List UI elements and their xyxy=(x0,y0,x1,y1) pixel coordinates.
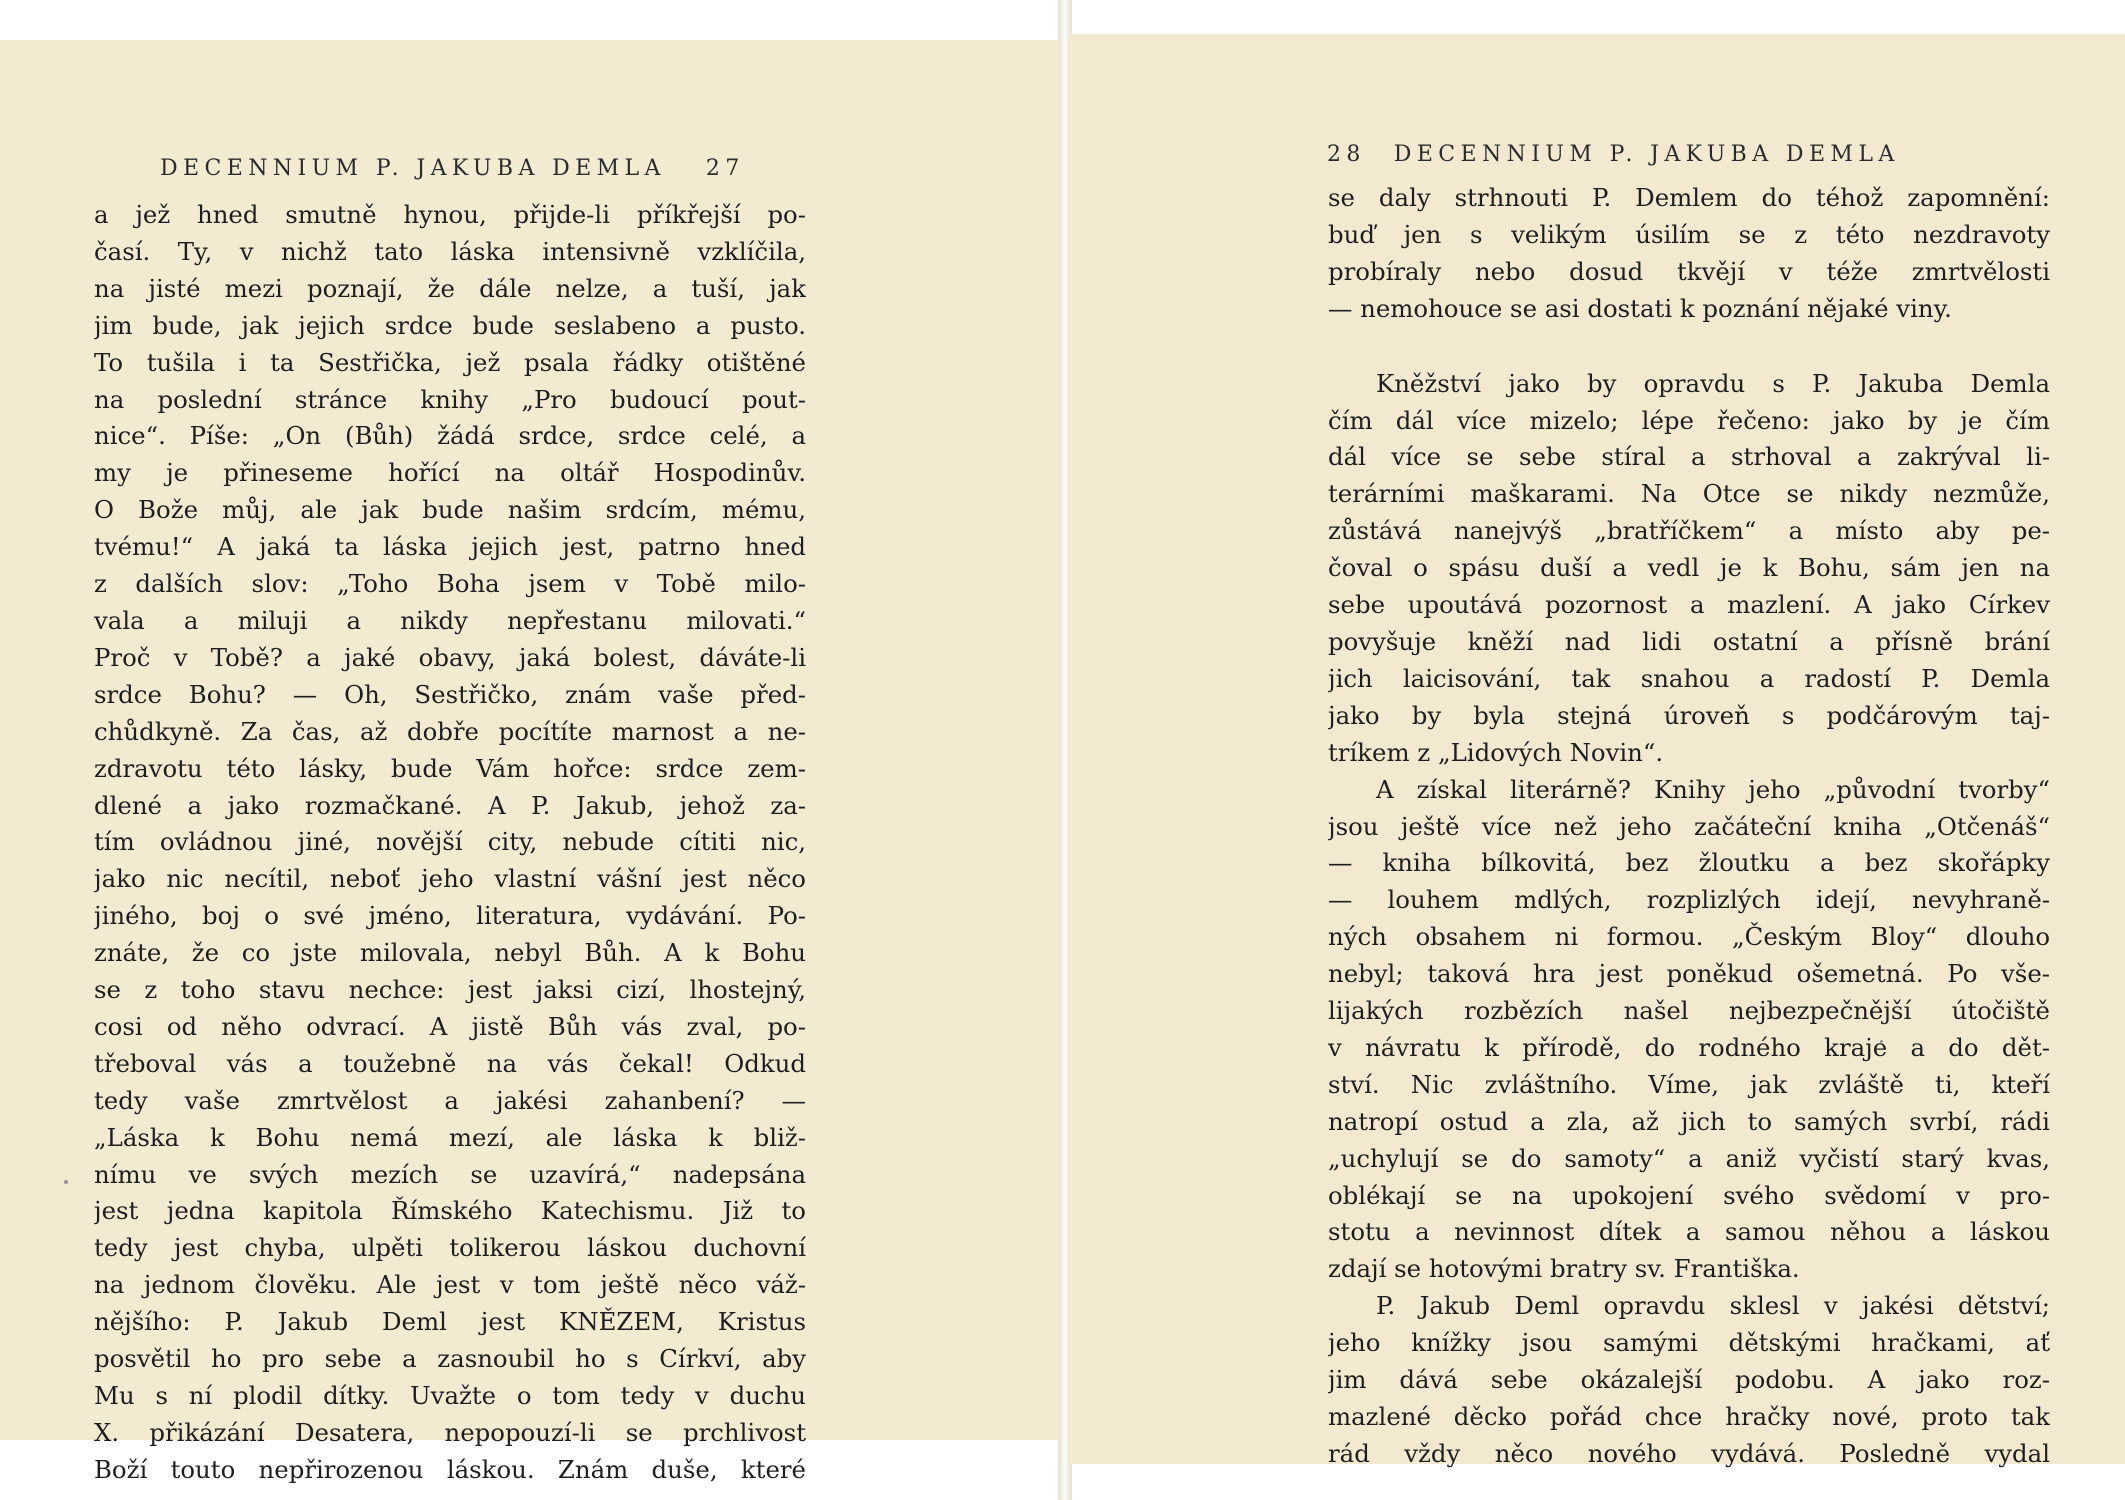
left-page-body xyxy=(94,197,806,1489)
text-line: — kniha bílkovitá, bez žloutku a bez skořápky xyxy=(1328,848,2050,878)
text-line: nice“. Píše: „On (Bůh) žádá srdce, srdce celé, a xyxy=(94,421,806,451)
text-line: sebe upoutává pozornost a mazlení. A jako Církev xyxy=(1328,590,2050,620)
text-line: časí. Ty, v nichž tato láska intensivně vzklíčila, xyxy=(94,236,806,266)
text-line: O Bože můj, ale jak bude našim srdcím, mému, xyxy=(94,495,806,525)
text-line: vala a miluji a nikdy nepřestanu milovati.“ xyxy=(94,605,806,635)
text-line: cosi od něho odvrací. A jistě Bůh vás zval, po- xyxy=(94,1011,806,1041)
page-number: 27 xyxy=(705,156,745,181)
text-line: na jisté mezi poznají, že dále nelze, a tuší, jak xyxy=(94,273,806,303)
text-line: Kněžství jako by opravdu s P. Jakuba Demla xyxy=(1376,368,2050,398)
text-line: natropí ostud a zla, až jich to samých svrbí, rádi xyxy=(1328,1106,2050,1136)
text-line: nímu ve svých mezích se uzavírá,“ nadepsána xyxy=(94,1159,806,1189)
text-line: jsou ještě více než jeho začáteční kniha „Otčenáš“ xyxy=(1328,811,2050,841)
text-line: jiného, boj o své jméno, literatura, vydávání. Po- xyxy=(94,901,806,931)
text-line: čoval o spásu duší a vedl je k Bohu, sám jen na xyxy=(1328,553,2050,583)
text-line: Boží touto nepřirozenou láskou. Znám duše, které xyxy=(94,1454,806,1484)
text-line: na jednom člověku. Ale jest v tom ještě něco váž- xyxy=(94,1270,806,1300)
text-line: povyšuje kněží nad lidi ostatní a přísně brání xyxy=(1328,626,2050,656)
text-line: buď jen s velikým úsilím se z této nezdravoty xyxy=(1328,219,2050,249)
text-line: — nemohouce se asi dostati k poznání nějaké viny. xyxy=(1328,293,1952,323)
text-line: jest jedna kapitola Římského Katechismu. Již to xyxy=(94,1196,806,1226)
text-line: jim dává sebe okázalejší podobu. A jako roz- xyxy=(1328,1365,2050,1395)
text-line: a jež hned smutně hynou, přijde-li příkřejší po- xyxy=(94,200,806,229)
text-line: jako nic necítil, neboť jeho vlastní vášní jest něco xyxy=(94,864,806,894)
text-line: Mu s ní plodil dítky. Uvažte o tom tedy v duchu xyxy=(94,1381,806,1410)
text-line: třeboval vás a toužebně na vás čekal! Odkud xyxy=(94,1048,806,1078)
text-line: jim bude, jak jejich srdce bude seslabeno a pusto. xyxy=(94,310,806,340)
text-line: srdce Bohu? — Oh, Sestřičko, znám vaše před- xyxy=(94,679,806,709)
text-line: čím dál více mizelo; lépe řečeno: jako by je čím xyxy=(1328,405,2050,435)
text-line: z dalších slov: „Toho Boha jsem v Tobě milo- xyxy=(94,569,806,599)
text-line: tvému!“ A jaká ta láska jejich jest, patrno hned xyxy=(94,532,806,562)
text-line: ných obsahem ni formou. „Českým Bloy“ dlouho xyxy=(1328,922,2050,952)
right-page-body xyxy=(1328,180,2050,1473)
running-head-left xyxy=(160,156,745,181)
text-line: se daly strhnouti P. Demlem do téhož zapomnění: xyxy=(1328,183,2050,212)
text-line: probíraly nebo dosud tkvějí v téže zmrtvělosti xyxy=(1328,256,2050,286)
paragraph-gap xyxy=(1328,328,2050,366)
text-line: chůdkyně. Za čas, až dobře pocítíte marnost a ne- xyxy=(94,716,806,746)
text-line: A získal literárně? Knihy jeho „původní tvorby“ xyxy=(1376,774,2050,804)
text-line: stotu a nevinnost dítek a samou něhou a láskou xyxy=(1328,1217,2050,1247)
text-line: dlené a jako rozmačkané. A P. Jakub, jehož za- xyxy=(94,790,806,820)
text-line: oblékají se na upokojení svého svědomí v pro- xyxy=(1328,1180,2050,1210)
running-head-title: DECENNIUM P. JAKUBA DEMLA xyxy=(160,156,666,181)
text-line: mazlené děcko pořád chce hračky nové, proto tak xyxy=(1328,1402,2050,1431)
text-line: Proč v Tobě? a jaké obavy, jaká bolest, dáváte-li xyxy=(94,642,806,672)
text-line: tím ovládnou jiné, novější city, nebude cítiti nic, xyxy=(94,827,806,857)
page-number: 28 xyxy=(1327,142,1366,167)
text-line: ství. Nic zvláštního. Víme, jak zvláště ti, kteří xyxy=(1328,1069,2050,1099)
text-line: dál více se sebe stíral a strhoval a zakrýval li- xyxy=(1328,442,2050,472)
text-line: lijakých rozbězích našel nejbezpečnější útočiště xyxy=(1328,996,2050,1026)
text-line: jeho knížky jsou samými dětskými hračkami, ať xyxy=(1328,1328,2050,1358)
text-line: „uchylují se do samoty“ a aniž vyčistí starý kvas, xyxy=(1328,1143,2050,1173)
text-line: rád vždy něco nového vydává. Posledně vydal xyxy=(1328,1438,2050,1468)
text-line: znáte, že co jste milovala, nebyl Bůh. A k Bohu xyxy=(94,938,806,968)
text-line: jich laicisování, tak snahou a radostí P. Demla xyxy=(1328,663,2050,693)
text-line: tríkem z „Lidových Novin“. xyxy=(1328,737,1664,767)
text-line: my je přineseme hořící na oltář Hospodinův. xyxy=(94,458,806,488)
text-line: na poslední stránce knihy „Pro budoucí pout- xyxy=(94,384,806,414)
text-line: v návratu k přírodě, do rodného kraje a do dět- xyxy=(1328,1032,2050,1062)
text-line: P. Jakub Deml opravdu sklesl v jakési dětství; xyxy=(1376,1291,2050,1321)
text-line: — louhem mdlých, rozplizlých idejí, nevyhraně- xyxy=(1328,885,2050,915)
text-line: X. přikázání Desatera, nepopouzí-li se prchlivost xyxy=(94,1417,806,1447)
text-line: zůstává nanejvýš „bratříčkem“ a místo aby pe- xyxy=(1328,516,2050,546)
text-line: jako by byla stejná úroveň s podčárovým taj- xyxy=(1328,700,2050,730)
text-line: To tušila i ta Sestřička, jež psala řádky otištěné xyxy=(94,347,806,377)
running-head-title: DECENNIUM P. JAKUBA DEMLA xyxy=(1393,142,1900,167)
text-line: tedy jest chyba, ulpěti tolikerou láskou duchovní xyxy=(94,1233,806,1263)
text-line: se z toho stavu nechce: jest jaksi cizí, lhostejný, xyxy=(94,975,806,1005)
text-line: nebyl; taková hra jest poněkud ošemetná. Po vše- xyxy=(1328,959,2050,989)
paper-speck xyxy=(64,1180,68,1184)
text-line: zdají se hotovými bratry sv. Františka. xyxy=(1328,1254,1800,1284)
text-line: tedy vaše zmrtvělost a jakési zahanbení? — xyxy=(94,1085,806,1115)
running-head-right xyxy=(1327,142,1900,167)
text-line: zdravotu této lásky, bude Vám hořce: srdce zem- xyxy=(94,753,806,783)
text-line: „Láska k Bohu nemá mezí, ale láska k bliž- xyxy=(94,1122,806,1152)
text-line: nějšího: P. Jakub Deml jest KNĚZEM, Kristus xyxy=(94,1307,806,1337)
text-line: terárními maškarami. Na Otce se nikdy nezmůže, xyxy=(1328,479,2050,509)
text-line: posvětil ho pro sebe a zasnoubil ho s Církví, aby xyxy=(94,1344,806,1374)
